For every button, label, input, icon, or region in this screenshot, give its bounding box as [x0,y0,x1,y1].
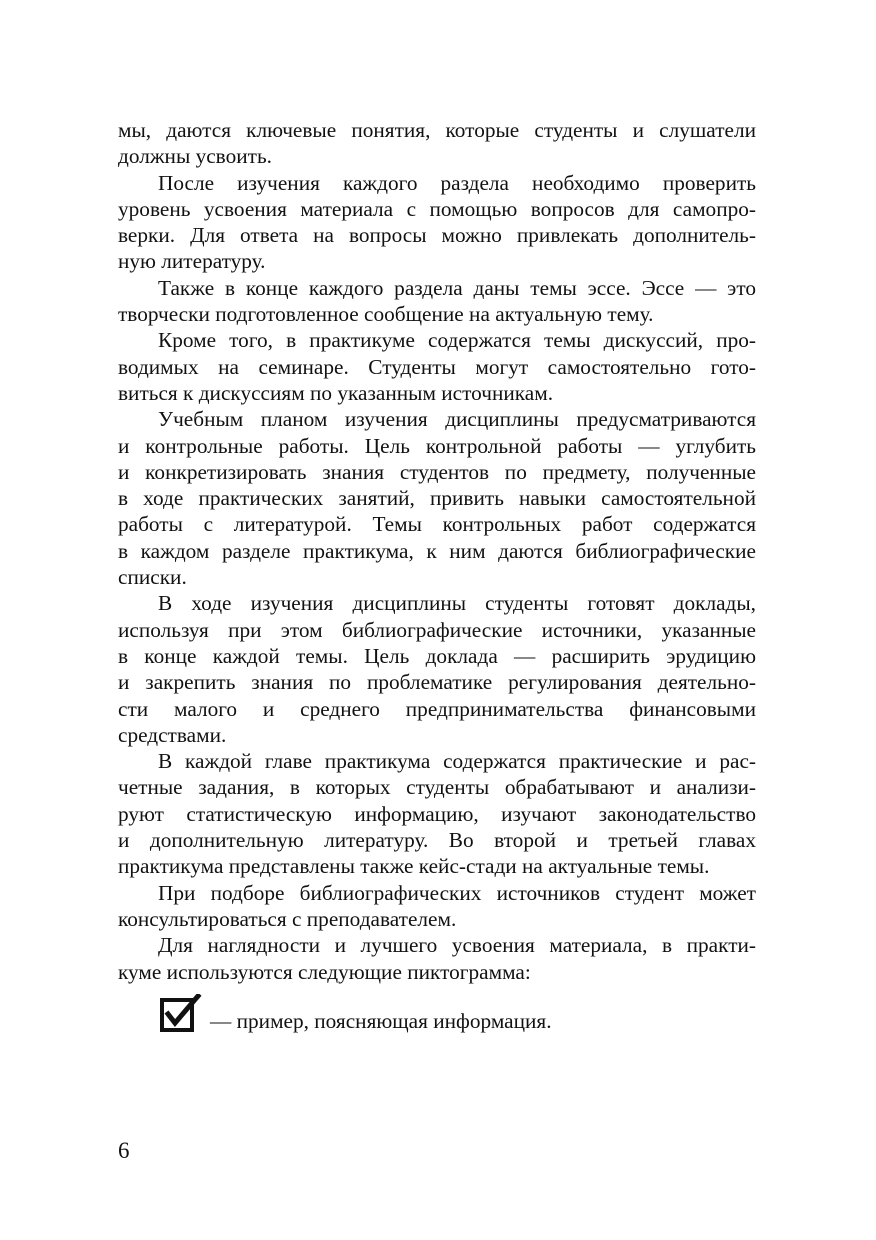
text-line: верки. Для ответа на вопросы можно привлекать дополнитель- [118,223,756,248]
text-line: руют статистическую информацию, изучают законодательство [118,801,756,826]
paragraph-6 [118,590,756,748]
text-line: четные задания, в которых студенты обрабатывают и анализи- [118,775,756,800]
text-line: в каждом разделе практикума, к ним даются библиографические [118,538,756,563]
text-line: Также в конце каждого раздела даны темы эссе. Эссе — это [158,275,756,300]
text-line: водимых на семинаре. Студенты могут самостоятельно гото- [118,354,756,379]
text-line: творчески подготовленное сообщение на актуальную тему. [118,302,654,327]
text-line: При подборе библиографических источников студент может [158,880,756,905]
text-line: виться к дискуссиям по указанным источникам. [118,380,554,405]
text-line: списки. [118,565,187,590]
text-line: консультироваться с преподавателем. [118,906,457,931]
paragraph-9 [118,932,756,985]
text-line: Учебным планом изучения дисциплины предусматриваются [158,407,756,432]
text-line: и контрольные работы. Цель контрольной работы — углубить [118,433,756,458]
document-body [118,117,756,985]
text-line: и закрепить знания по проблематике регулирования деятельно- [118,670,756,695]
paragraph-1 [118,117,756,170]
paragraph-4 [118,327,756,406]
text-line: в ходе практических занятий, привить навыки самостоятельной [118,486,756,511]
text-line: мы, даются ключевые понятия, которые студенты и слушатели [118,118,756,142]
text-line: и дополнительную литературу. Во второй и третьей главах [118,828,756,853]
text-line: В каждой главе практикума содержатся практические и рас- [158,749,756,774]
text-line: Кроме того, в практикуме содержатся темы дискуссий, про- [158,328,756,353]
text-line: Для наглядности и лучшего усвоения материала, в практи- [158,933,756,958]
text-line: уровень усвоения материала с помощью вопросов для самопро- [118,196,756,221]
paragraph-3 [118,275,756,328]
paragraph-8 [118,880,756,933]
text-line: в конце каждой темы. Цель доклада — расширить эрудицию [118,643,756,668]
paragraph-5 [118,406,756,590]
text-line: средствами. [118,722,227,747]
page-number: 6 [118,1138,130,1163]
pictogram-legend [160,994,552,1034]
text-line: должны усвоить. [118,144,272,169]
text-line: сти малого и среднего предпринимательства финансовыми [118,696,756,721]
pictogram-description: — пример, поясняющая информация. [210,1009,552,1033]
text-line: и конкретизировать знания студентов по предмету, полученные [118,459,756,484]
text-line: куме используются следующие пиктограмма: [118,959,531,984]
paragraph-2 [118,170,756,275]
text-line: практикума представлены также кейс-стади на актуальные темы. [118,854,710,879]
text-line: используя при этом библиографические источники, указанные [118,617,756,642]
checkbox-check-icon [160,994,202,1034]
paragraph-7 [118,748,756,879]
text-line: ную литературу. [118,249,266,274]
text-line: В ходе изучения дисциплины студенты готовят доклады, [158,591,756,616]
text-line: После изучения каждого раздела необходимо проверить [158,170,756,195]
text-line: работы с литературой. Темы контрольных работ содержатся [118,512,756,537]
